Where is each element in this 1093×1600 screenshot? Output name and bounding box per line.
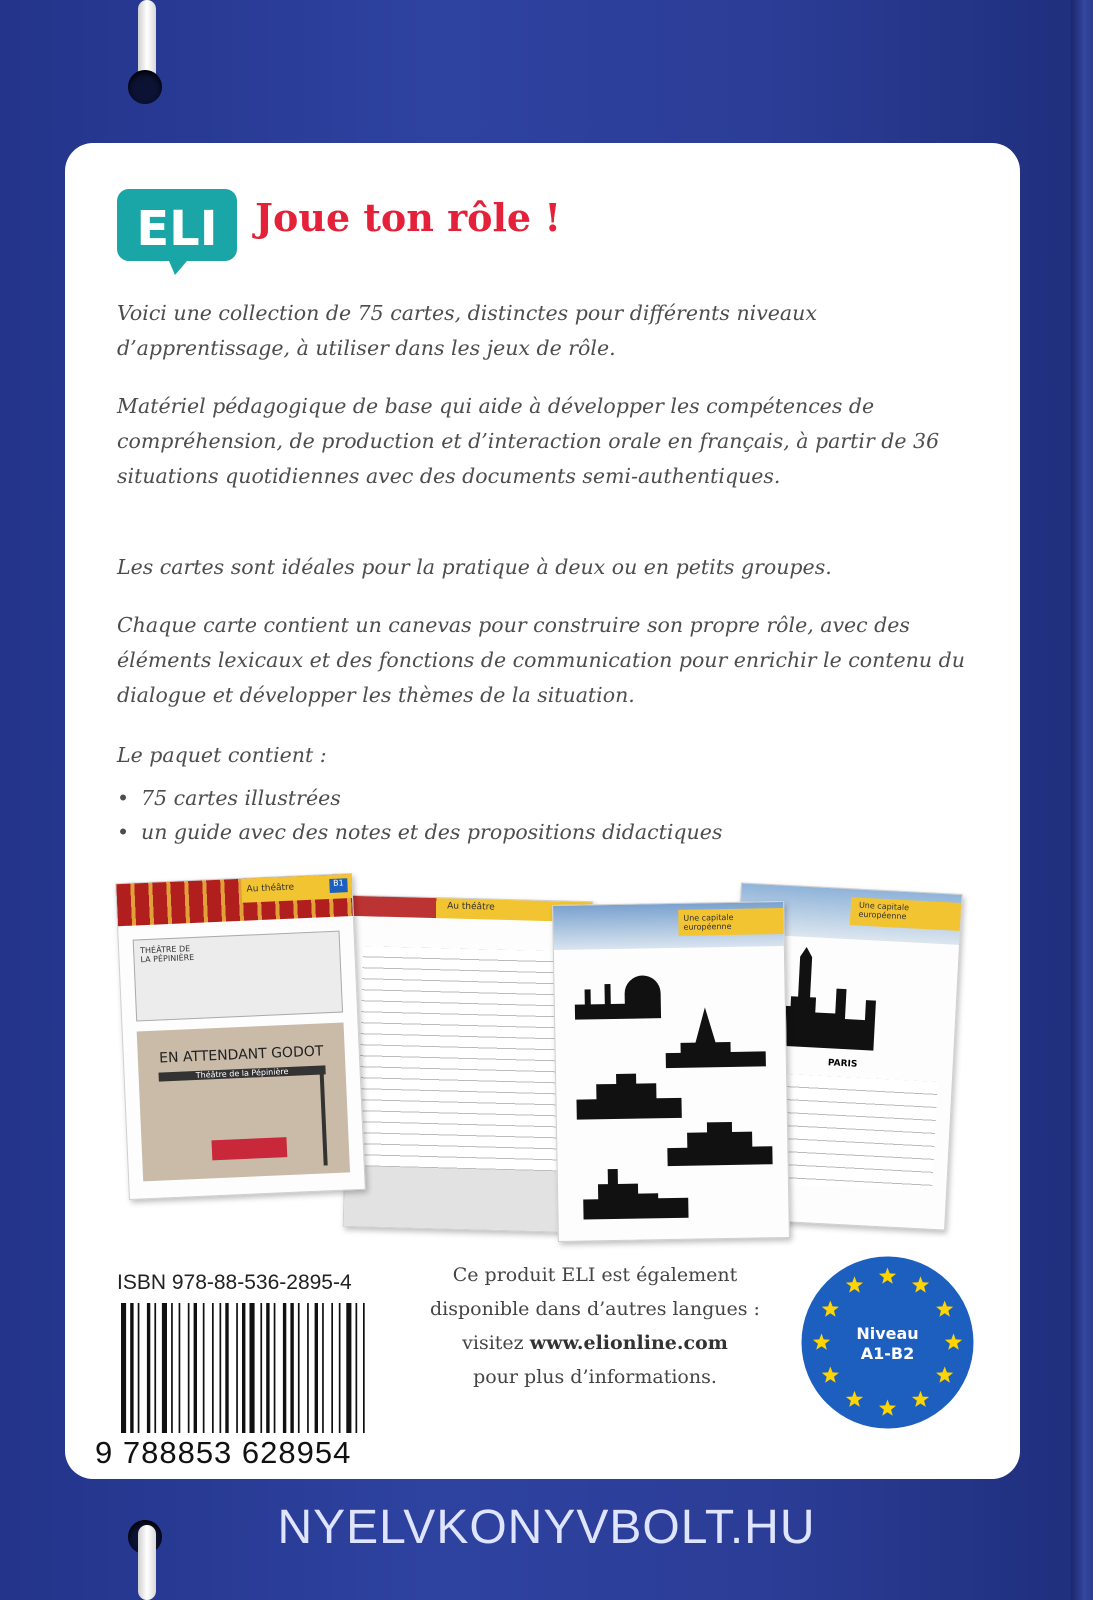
- practice-paragraph: Les cartes sont idéales pour la pratique à deux ou en petits groupes.: [117, 555, 832, 579]
- barcode-bar: [331, 1303, 333, 1433]
- barcode-bar: [242, 1303, 245, 1433]
- barcode-bar: [339, 1303, 341, 1433]
- contents-heading: Le paquet contient :: [117, 743, 327, 767]
- barcode-bar: [298, 1303, 300, 1433]
- website-link[interactable]: www.elionline.com: [529, 1332, 728, 1354]
- material-paragraph: Matériel pédagogique de base qui aide à développer les compétences de compréhension, de production et d’interaction orale en français, à partir de 36 situations quotidiennes avec des documents semi-authentiques.: [117, 394, 940, 488]
- sample-card-capitals-back: Une capitale européenne PARIS: [723, 882, 962, 1230]
- barcode-bar: [171, 1303, 173, 1433]
- barcode-bar: [225, 1303, 228, 1433]
- contents-item: • 75 cartes illustrées: [117, 786, 341, 810]
- svg-text:A1-B2: A1-B2: [860, 1344, 915, 1363]
- barcode-bar: [212, 1303, 214, 1433]
- barcode-bar: [179, 1303, 181, 1433]
- barcode-bar: [250, 1303, 255, 1433]
- barcode-bar: [363, 1303, 365, 1433]
- intro-paragraph: Voici une collection de 75 cartes, distinctes pour différents niveaux d’apprentissage, à utiliser dans les jeux de rôle.: [117, 301, 817, 360]
- barcode-bar: [307, 1303, 309, 1433]
- barcode-bar: [266, 1303, 269, 1433]
- canvas-paragraph: Chaque carte contient un canevas pour construire son propre rôle, avec des éléments lexicaux et des fonctions de communication pour enrichir le contenu du dialogue et développer les thèmes de la situation.: [117, 613, 965, 707]
- watermark: NYELVKONYVBOLT.HU: [277, 1501, 816, 1554]
- barcode-bar: [356, 1303, 358, 1433]
- back-cover-panel: [65, 143, 1020, 1479]
- cefr-level-badge: [800, 1255, 975, 1430]
- barcode-bar: [154, 1303, 156, 1433]
- barcode-bar: [162, 1303, 167, 1433]
- sample-card-capitals-front: Une capitale européenne: [552, 901, 790, 1242]
- barcode-bar: [283, 1303, 286, 1433]
- card-samples: [117, 878, 977, 1258]
- barcode-bar: [138, 1303, 140, 1433]
- cover-edge: [1071, 0, 1093, 1600]
- barcode-bar: [260, 1303, 262, 1433]
- barcode-bar: [290, 1303, 293, 1433]
- sample-card-theatre-front: Au théâtre B1 THÉÂTRE DE LA PÉPINIÈRE EN ATTENDANT GODOT Théâtre de la Pépinière: [115, 873, 366, 1200]
- availability-info: Ce produit ELI est également disponible dans d’autres langues : visitez www.elionline.com pour plus d’informations.: [430, 1264, 760, 1388]
- svg-text:Niveau: Niveau: [856, 1324, 919, 1343]
- barcode-bar: [322, 1303, 324, 1433]
- barcode-bar: [236, 1303, 238, 1433]
- top-hole: [128, 70, 162, 104]
- barcode-bar: [203, 1303, 205, 1433]
- eli-logo: [117, 183, 237, 275]
- barcode-bar: [121, 1303, 126, 1433]
- barcode-bar: [130, 1303, 133, 1433]
- barcode-bar: [220, 1303, 222, 1433]
- barcode-bar: [188, 1303, 190, 1433]
- barcode-bar: [147, 1303, 150, 1433]
- barcode-bar: [346, 1303, 351, 1433]
- barcode-digits: 9 788853 628954: [95, 1435, 352, 1470]
- page-title: Joue ton rôle !: [255, 195, 562, 240]
- barcode: [117, 1303, 397, 1453]
- barcode-bar: [315, 1303, 318, 1433]
- barcode-bar: [274, 1303, 276, 1433]
- barcode-bar: [194, 1303, 197, 1433]
- isbn-label: ISBN 978-88-536-2895-4: [117, 1271, 352, 1294]
- contents-item: • un guide avec des notes et des propositions didactiques: [117, 820, 723, 844]
- svg-text:ELI: ELI: [136, 201, 218, 257]
- sample-card-theatre-back: Au théâtre: [343, 895, 594, 1233]
